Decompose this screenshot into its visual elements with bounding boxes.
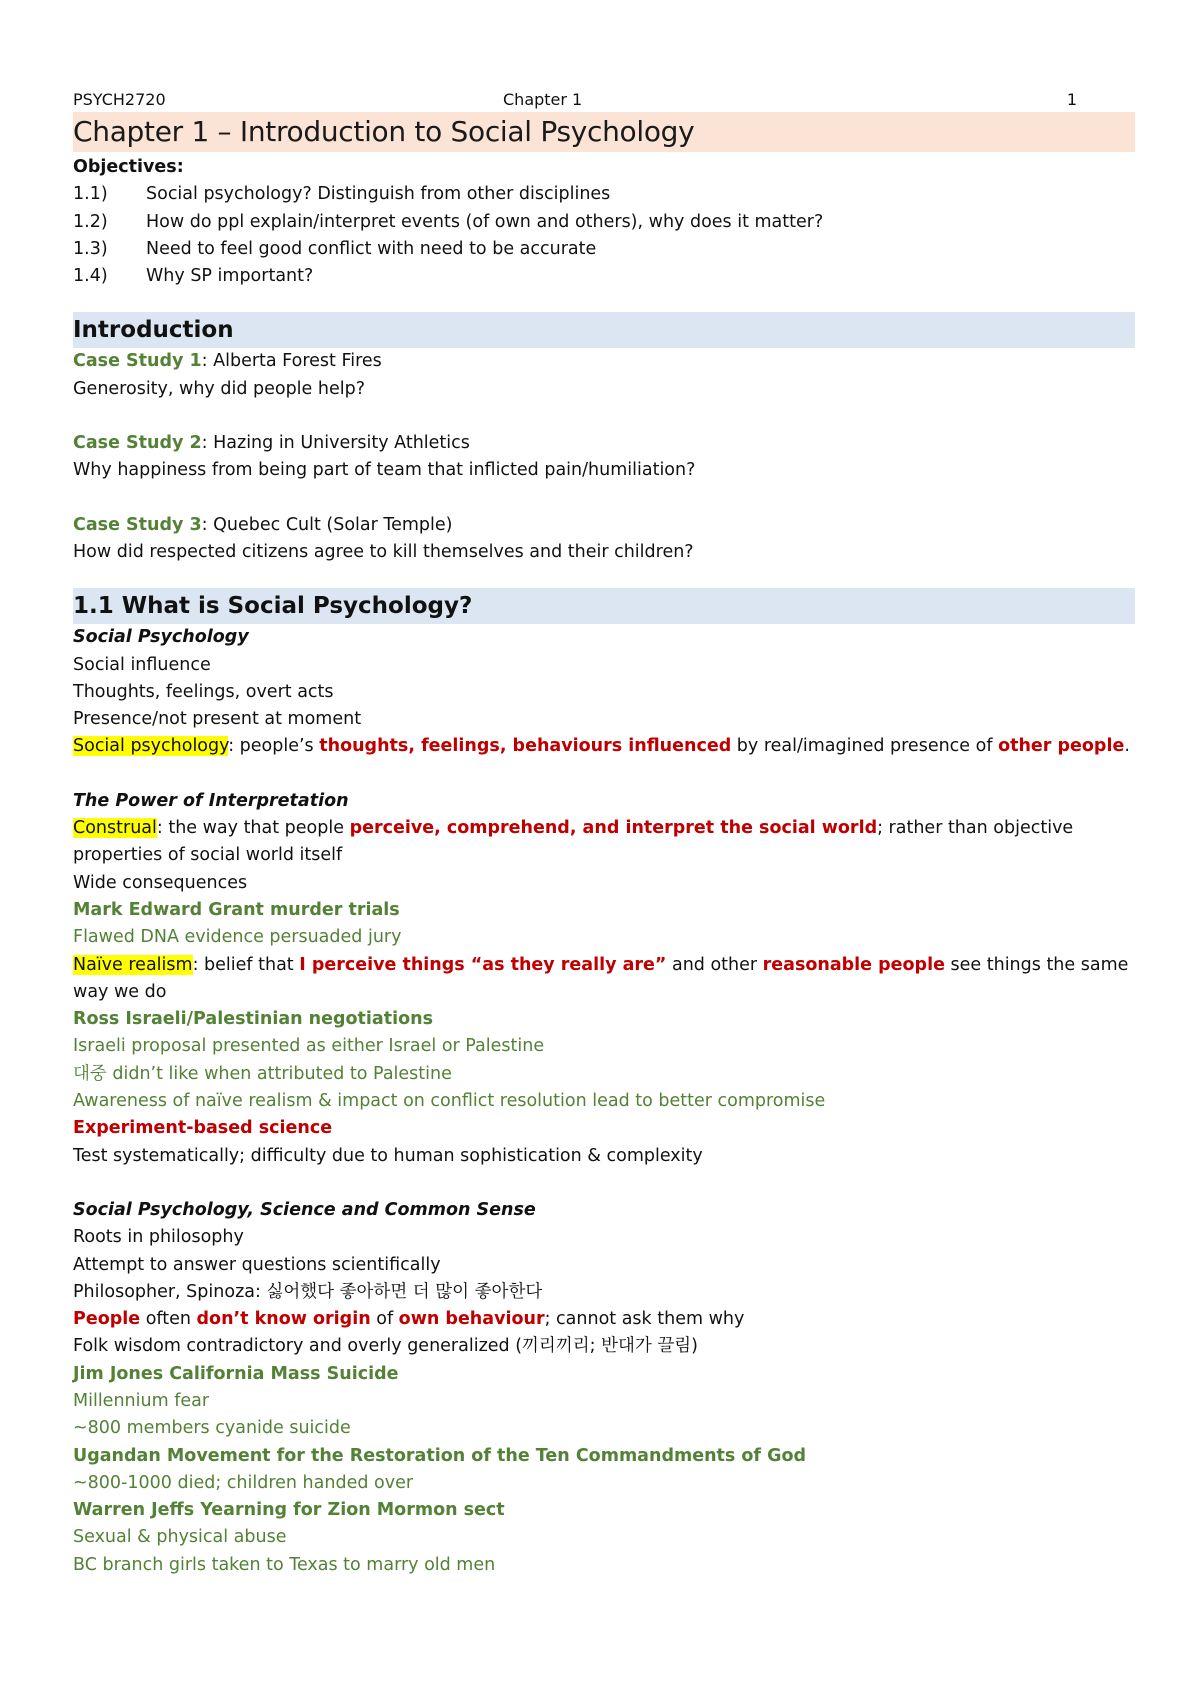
subheading: Social Psychology, Science and Common Sense xyxy=(73,1199,536,1220)
case-title: : Alberta Forest Fires xyxy=(201,351,382,372)
example-title: Jim Jones California Mass Suicide xyxy=(73,1363,399,1384)
objective-item xyxy=(73,236,1135,263)
objective-num: 1.1) xyxy=(73,184,108,205)
example-detail: ~800 members cyanide suicide xyxy=(73,1418,351,1439)
definition-social-psychology xyxy=(73,733,1135,760)
definition-construal xyxy=(73,815,1135,870)
case-label: Case Study 1 xyxy=(73,351,202,372)
objectives-label: Objectives: xyxy=(73,157,184,177)
note-line: Wide consequences xyxy=(73,872,248,893)
case-label: Case Study 3 xyxy=(73,514,202,535)
case-study-1 xyxy=(73,348,1135,375)
objective-item xyxy=(73,263,1135,290)
section-what-is-sp: 1.1 What is Social Psychology? xyxy=(73,588,1135,624)
case-label: Case Study 2 xyxy=(73,433,202,454)
case-title: : Hazing in University Athletics xyxy=(201,433,470,454)
key-phrase: thoughts, feelings, behaviours influenced xyxy=(319,736,732,757)
def-text: : the way that people xyxy=(156,818,350,839)
page-header xyxy=(73,86,1135,112)
objectives-list xyxy=(73,181,1135,290)
case-desc: How did respected citizens agree to kill themselves and their children? xyxy=(73,541,694,562)
example-title: Warren Jeffs Yearning for Zion Mormon sect xyxy=(73,1500,505,1521)
example-detail: Israeli proposal presented as either Israel or Palestine xyxy=(73,1036,545,1057)
key-phrase: own behaviour xyxy=(398,1309,545,1330)
example-detail: 대중 didn’t like when attributed to Palestine xyxy=(73,1063,452,1084)
note-line: Philosopher, Spinoza: 싫어했다 좋아하면 더 많이 좋아한다 xyxy=(73,1281,543,1302)
def-text: by real/imagined presence of xyxy=(731,736,999,757)
course-code: PSYCH2720 xyxy=(73,90,166,109)
objective-num: 1.2) xyxy=(73,211,108,232)
def-text: . xyxy=(1124,736,1130,757)
note-line: Attempt to answer questions scientifically xyxy=(73,1254,441,1275)
highlighted-term: Social psychology xyxy=(73,736,229,757)
objective-text: Need to feel good conflict with need to be accurate xyxy=(146,238,597,259)
def-text: ; rather than objective properties of social world itself xyxy=(73,818,1074,866)
objective-text: Social psychology? Distinguish from other disciplines xyxy=(146,184,611,205)
example-title: Ross Israeli/Palestinian negotiations xyxy=(73,1009,433,1030)
def-text: see things the same way we do xyxy=(73,954,1129,1002)
header-chapter: Chapter 1 xyxy=(503,90,583,109)
definition-naive-realism xyxy=(73,952,1135,1007)
key-phrase: reasonable people xyxy=(762,954,945,975)
example-detail: ~800-1000 died; children handed over xyxy=(73,1472,414,1493)
objective-item xyxy=(73,181,1135,208)
key-phrase: don’t know origin xyxy=(196,1309,371,1330)
example-title: Mark Edward Grant murder trials xyxy=(73,899,400,920)
key-heading: Experiment-based science xyxy=(73,1118,333,1139)
chapter-title: Chapter 1 – Introduction to Social Psychology xyxy=(73,112,1135,152)
subheading: The Power of Interpretation xyxy=(73,790,349,811)
page-number: 1 xyxy=(1066,90,1077,109)
objective-text: Why SP important? xyxy=(146,266,314,287)
example-detail: Sexual & physical abuse xyxy=(73,1527,287,1548)
note-line: Roots in philosophy xyxy=(73,1227,244,1248)
def-text: : belief that xyxy=(192,954,300,975)
objective-item xyxy=(73,209,1135,236)
highlighted-term: Naïve realism xyxy=(73,954,193,975)
objective-num: 1.4) xyxy=(73,266,108,287)
key-phrase: other people xyxy=(998,736,1125,757)
note-line: Thoughts, feelings, overt acts xyxy=(73,681,334,702)
note-line: Test systematically; difficulty due to human sophistication & complexity xyxy=(73,1145,703,1166)
def-text: and other xyxy=(666,954,763,975)
objective-text: How do ppl explain/interpret events (of own and others), why does it matter? xyxy=(146,211,824,232)
example-detail: Flawed DNA evidence persuaded jury xyxy=(73,927,402,948)
case-study-3 xyxy=(73,512,1135,539)
key-phrase: I perceive things “as they really are” xyxy=(299,954,667,975)
def-text: : people’s xyxy=(228,736,320,757)
def-text: often xyxy=(140,1309,197,1330)
example-detail: Millennium fear xyxy=(73,1390,210,1411)
case-desc: Generosity, why did people help? xyxy=(73,378,365,399)
section-introduction: Introduction xyxy=(73,312,1135,348)
note-line: Presence/not present at moment xyxy=(73,709,362,730)
highlighted-term: Construal xyxy=(73,818,157,839)
note-line: Social influence xyxy=(73,654,211,675)
document-page xyxy=(73,86,1135,1579)
example-detail: Awareness of naïve realism & impact on conflict resolution lead to better compromise xyxy=(73,1091,826,1112)
key-phrase: perceive, comprehend, and interpret the social world xyxy=(349,818,878,839)
def-text: of xyxy=(370,1309,399,1330)
key-phrase: People xyxy=(73,1309,141,1330)
example-detail: BC branch girls taken to Texas to marry old men xyxy=(73,1554,496,1575)
subheading: Social Psychology xyxy=(73,627,249,648)
def-text: ; cannot ask them why xyxy=(544,1309,745,1330)
objective-num: 1.3) xyxy=(73,238,108,259)
note-line: Folk wisdom contradictory and overly generalized (끼리끼리; 반대가 끌림) xyxy=(73,1336,699,1357)
people-origin-line xyxy=(73,1306,1135,1333)
case-desc: Why happiness from being part of team that inflicted pain/humiliation? xyxy=(73,460,696,481)
case-title: : Quebec Cult (Solar Temple) xyxy=(201,514,453,535)
example-title: Ugandan Movement for the Restoration of the Ten Commandments of God xyxy=(73,1445,807,1466)
case-study-2 xyxy=(73,430,1135,457)
